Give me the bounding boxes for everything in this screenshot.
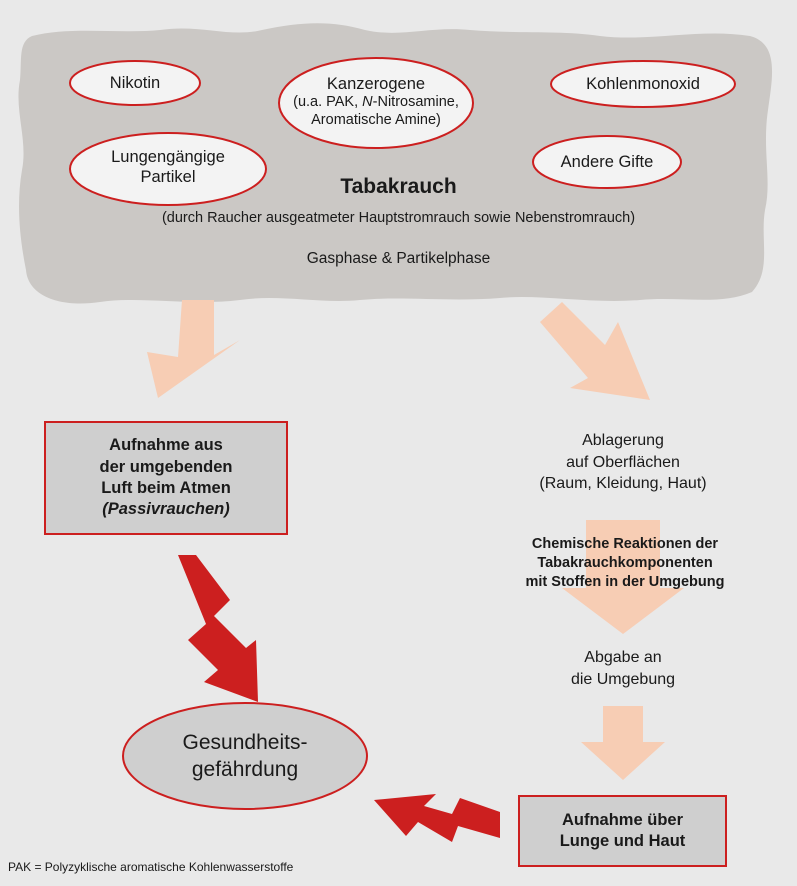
uptake-breathing-line1: Aufnahme aus xyxy=(109,436,223,455)
outcome-line1: Gesundheits- xyxy=(182,731,308,754)
uptake-breathing-box xyxy=(44,421,288,535)
abgabe-text xyxy=(523,647,723,692)
outcome-line2: gefährdung xyxy=(191,758,299,782)
uptake-breathing-line4: (Passivrauchen) xyxy=(102,500,230,519)
partikel-line1: Lungengängige xyxy=(111,148,225,166)
kanzerogene-line2-pre: (u.a. PAK, xyxy=(293,94,363,111)
label-kohlenmonoxid: Kohlenmonoxid xyxy=(586,75,700,93)
label-nikotin: Nikotin xyxy=(109,74,161,92)
ablagerung-text xyxy=(499,430,747,495)
arrow-cloud-to-right xyxy=(540,302,650,400)
uptake-skin-line1: Aufnahme über xyxy=(561,810,683,829)
ablagerung-line1: Ablagerung xyxy=(582,432,664,449)
partikel-line2: Partikel xyxy=(140,168,196,187)
cloud-subtitle: (durch Raucher ausgeatmeter Hauptstromrauch sowie Nebenstromrauch) xyxy=(161,210,636,226)
kanzerogene-line2-italic: N xyxy=(362,94,373,111)
uptake-skin-box xyxy=(518,795,727,867)
reaktionen-text xyxy=(480,535,770,592)
uptake-breathing-line3: Luft beim Atmen xyxy=(101,479,231,497)
zigzag-arrow-right xyxy=(374,794,500,842)
cloud-title: Tabakrauch xyxy=(340,175,457,198)
reaktionen-line3: mit Stoffen in der Umgebung xyxy=(525,573,725,590)
reaktionen-line2: Tabakrauchkomponenten xyxy=(537,554,713,571)
kanzerogene-line2 xyxy=(279,94,473,112)
footnote: PAK = Polyzyklische aromatische Kohlenwasserstoffe xyxy=(8,860,294,874)
ablagerung-line3: (Raum, Kleidung, Haut) xyxy=(539,475,707,493)
abgabe-line2: die Umgebung xyxy=(570,671,676,689)
arrow-cloud-to-left xyxy=(147,300,240,398)
kanzerogene-line1: Kanzerogene xyxy=(326,75,426,93)
arrow-abgabe-down xyxy=(581,706,665,780)
kanzerogene-line2-post: -Nitrosamine, xyxy=(372,94,459,111)
zigzag-arrow-left xyxy=(178,555,258,702)
uptake-skin-line2: Lunge und Haut xyxy=(559,832,686,850)
uptake-breathing-line2: der umgebenden xyxy=(99,457,233,476)
kanzerogene-line3: Aromatische Amine) xyxy=(311,111,441,128)
ablagerung-line2: auf Oberflächen xyxy=(566,453,680,471)
outcome-label xyxy=(123,729,367,784)
reaktionen-line1: Chemische Reaktionen der xyxy=(531,536,719,552)
label-andere-gifte: Andere Gifte xyxy=(560,153,654,171)
label-kanzerogene xyxy=(279,74,473,130)
abgabe-line1: Abgabe an xyxy=(584,649,662,666)
cloud-phase: Gasphase & Partikelphase xyxy=(306,250,491,267)
